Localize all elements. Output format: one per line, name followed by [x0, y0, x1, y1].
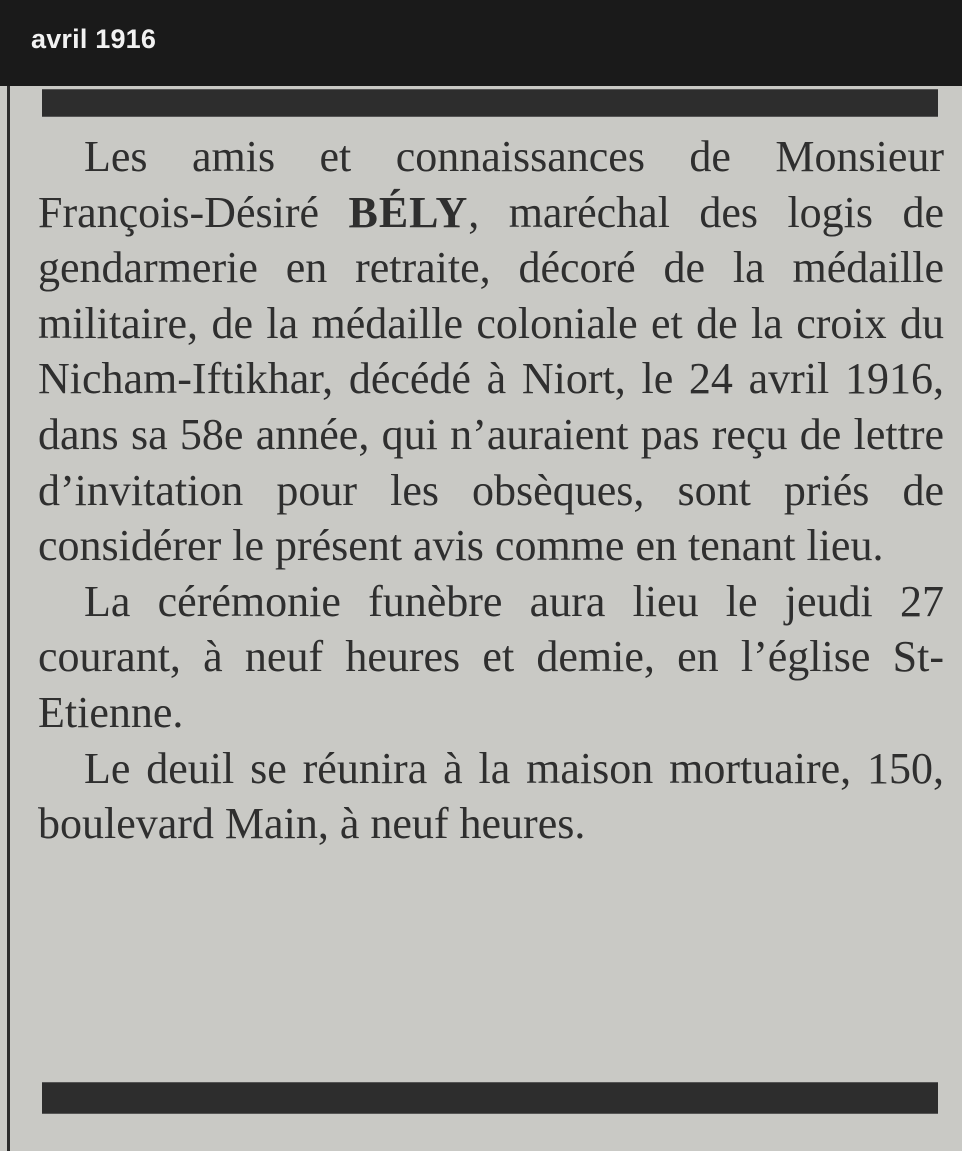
paragraph-announcement: [38, 129, 944, 574]
newspaper-clipping: [0, 86, 962, 1151]
bottom-divider-bar: [42, 1082, 938, 1114]
deceased-name: BÉLY: [348, 187, 469, 237]
column-divider: [7, 86, 10, 1151]
page-title: avril 1916: [31, 24, 157, 54]
paragraph-ceremony: La cérémonie funèbre aura lieu le jeudi 27 courant, à neuf heures et demie, en l’église St-Etienne.: [38, 576, 944, 737]
obituary-text: [38, 129, 944, 852]
top-bar: [0, 0, 962, 86]
top-divider-bar: [42, 89, 938, 117]
announcement-lead: Les amis et connaissances de Monsieur François-Désiré: [38, 132, 944, 237]
paragraph-gathering: Le deuil se réunira à la maison mortuaire, 150, boulevard Main, à neuf heures.: [38, 743, 944, 849]
announcement-body: , maréchal des logis de gendarmerie en retraite, décoré de la médaille militaire, de la médaille coloniale et de la croix du Nicham-Iftikhar, décédé à Niort, le 24 avril 1916, dans sa 58e année, qui n’auraient pas reçu de lettre d’invitation pour les obsèques, sont priés de considérer le présent avis comme en tenant lieu.: [38, 187, 944, 571]
